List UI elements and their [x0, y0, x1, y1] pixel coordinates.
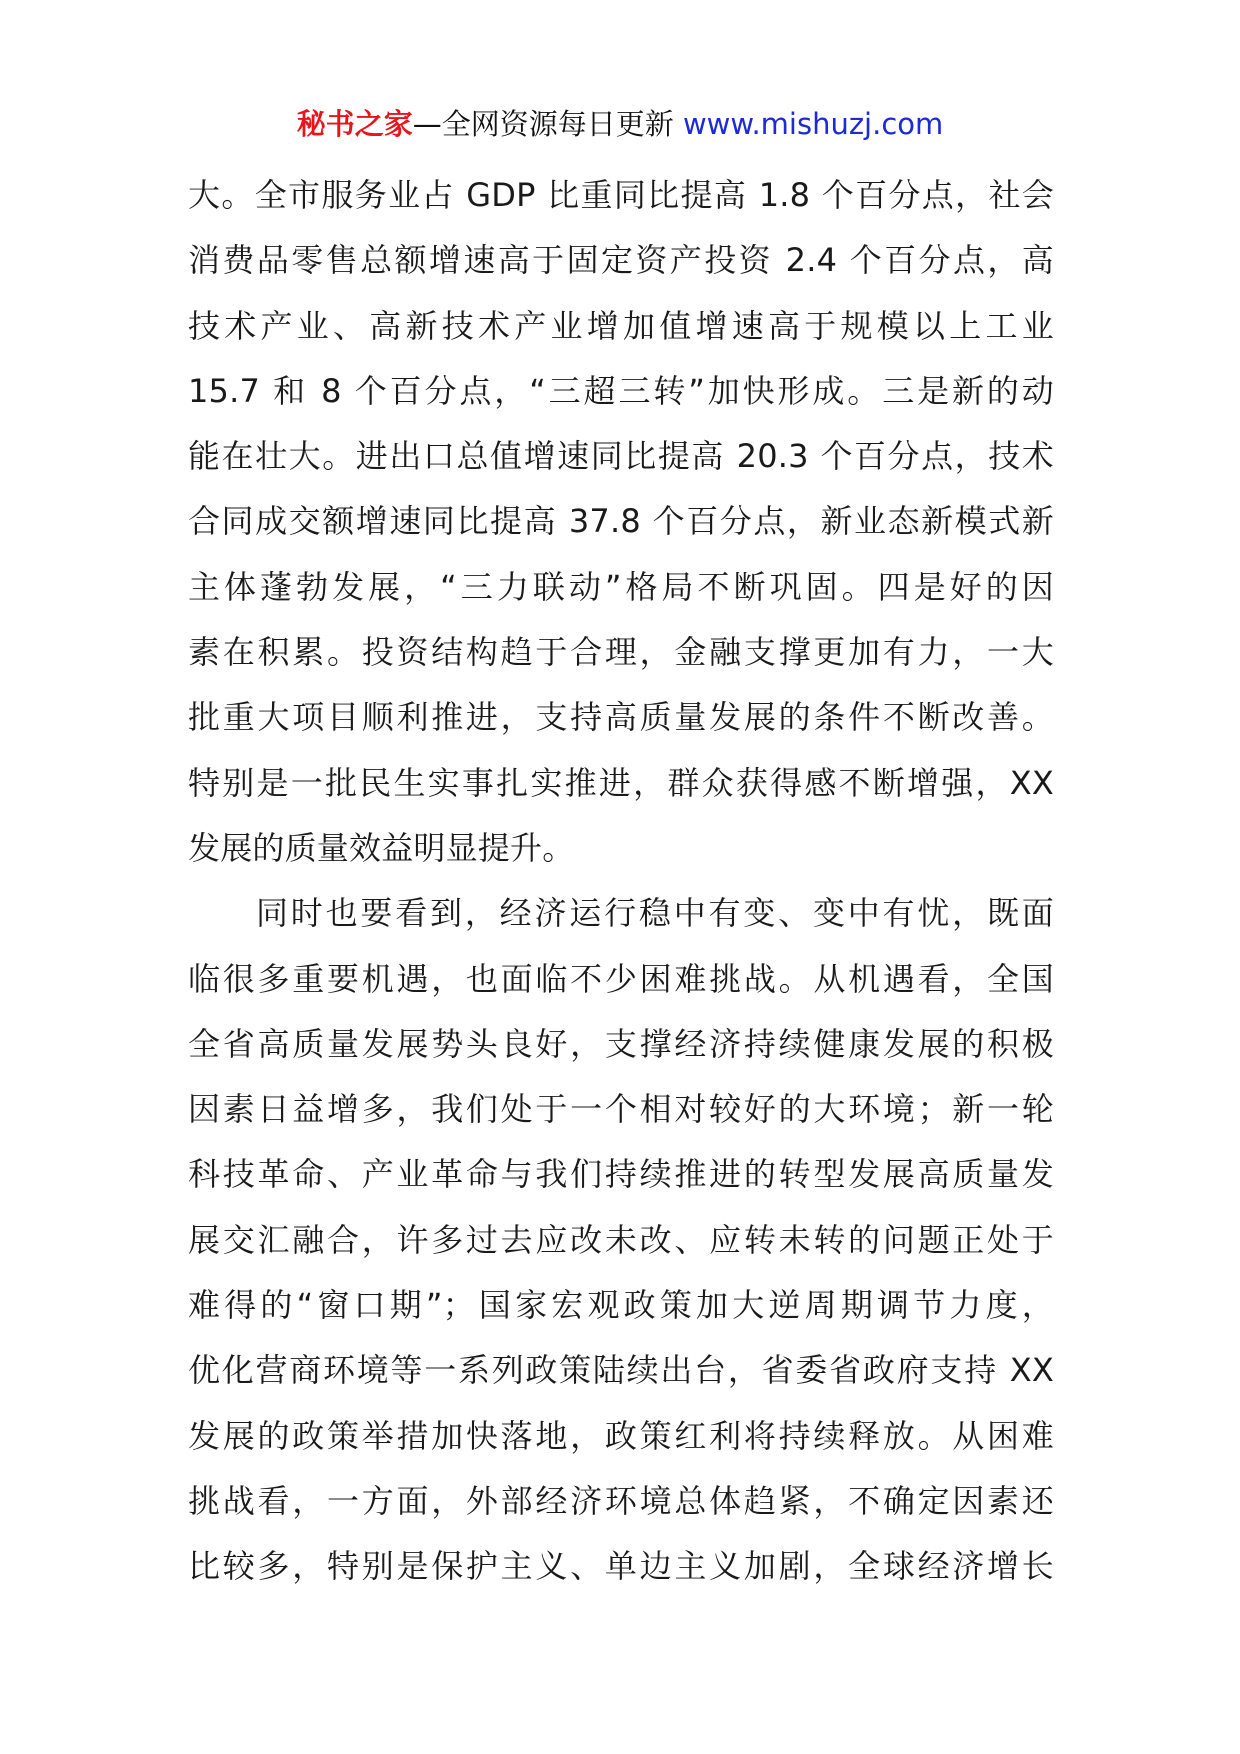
site-header	[0, 104, 1240, 144]
text-line: 大。全市服务业占 GDP 比重同比提高 1.8 个百分点，社会	[188, 176, 1054, 214]
site-tagline: —全网资源每日更新	[412, 107, 683, 141]
text-line: 主体蓬勃发展，“三力联动”格局不断巩固。四是好的因	[188, 567, 1054, 606]
text-line: 比较多，特别是保护主义、单边主义加剧，全球经济增长	[188, 1547, 1054, 1586]
text-line: 能在壮大。进出口总值增速同比提高 20.3 个百分点，技术	[188, 437, 1054, 476]
text-line: 全省高质量发展势头良好，支撑经济持续健康发展的积极	[188, 1024, 1054, 1063]
text-line: 发展的政策举措加快落地，政策红利将持续释放。从困难	[188, 1416, 1054, 1455]
text-line: 优化营商环境等一系列政策陆续出台，省委省政府支持 XX	[188, 1351, 1054, 1390]
site-brand: 秘书之家	[296, 107, 413, 141]
paragraph-start-line: 同时也要看到，经济运行稳中有变、变中有忧，既面	[256, 894, 1054, 933]
text-line: 合同成交额增速同比提高 37.8 个百分点，新业态新模式新	[188, 502, 1054, 541]
site-url-link[interactable]: www.mishuzj.com	[682, 107, 944, 141]
paragraph-end-line: 发展的质量效益明显提升。	[188, 828, 575, 867]
text-line: 批重大项目顺利推进，支持高质量发展的条件不断改善。	[188, 698, 1054, 737]
text-line: 素在积累。投资结构趋于合理，金融支撑更加有力，一大	[188, 633, 1054, 672]
document-body	[188, 163, 1054, 1600]
text-line: 挑战看，一方面，外部经济环境总体趋紧，不确定因素还	[188, 1481, 1054, 1520]
text-line: 因素日益增多，我们处于一个相对较好的大环境；新一轮	[188, 1090, 1054, 1129]
text-line: 临很多重要机遇，也面临不少困难挑战。从机遇看，全国	[188, 959, 1054, 998]
text-line: 展交汇融合，许多过去应改未改、应转未转的问题正处于	[188, 1220, 1054, 1259]
text-line: 技术产业、高新技术产业增加值增速高于规模以上工业	[188, 306, 1054, 345]
text-line: 特别是一批民生实事扎实推进，群众获得感不断增强，XX	[188, 763, 1054, 802]
text-line: 15.7 和 8 个百分点，“三超三转”加快形成。三是新的动	[188, 371, 1054, 410]
text-line: 消费品零售总额增速高于固定资产投资 2.4 个百分点，高	[188, 241, 1054, 280]
text-line: 科技革命、产业革命与我们持续推进的转型发展高质量发	[188, 1155, 1054, 1194]
text-line: 难得的“窗口期”；国家宏观政策加大逆周期调节力度，	[188, 1286, 1054, 1325]
